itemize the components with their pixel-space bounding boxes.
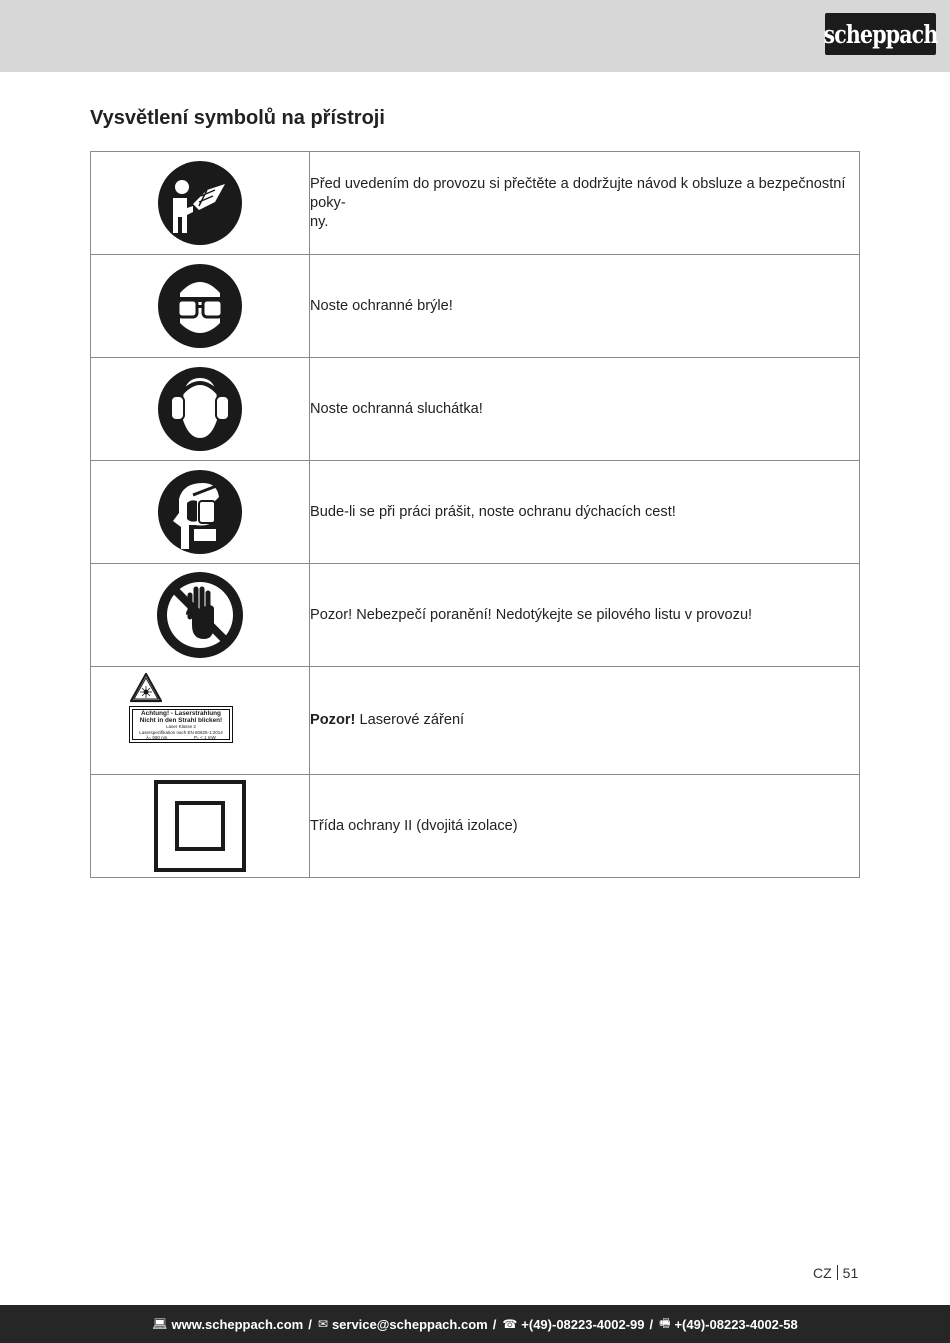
table-row	[91, 667, 860, 775]
no-hands-icon	[156, 571, 244, 659]
footer-bar: 💻︎ www.scheppach.com / ✉︎ service@scheppach.com / ☎︎ +(49)-08223-4002-99 / 🖷︎ +(49)-08223-4002-58	[0, 1305, 950, 1343]
description-text: Před uvedením do provozu si přečtěte a dodržujte návod k obsluze a bezpečnostní poky- ny.	[310, 152, 860, 255]
footer-fax: 🖷︎ +(49)-08223-4002-58	[659, 1314, 798, 1335]
laser-label: Achtung! - Laserstrahlung Nicht in den Strahl blicken! Laser Klasse 2 Laserspezifikation nach EN 60825-1:2014 λ= 650 nm P₀ < 1 mW	[129, 706, 233, 743]
double-insulation-icon	[154, 780, 246, 872]
fax-icon: 🖷︎	[659, 1315, 671, 1330]
header-bar	[0, 0, 950, 72]
description-text: Třída ochrany II (dvojitá izolace)	[310, 775, 860, 878]
table-row	[91, 358, 860, 461]
table-row	[91, 564, 860, 667]
description-text: Noste ochranná sluchátka!	[310, 358, 860, 461]
footer-email[interactable]: ✉︎ service@scheppach.com	[317, 1316, 488, 1332]
safety-glasses-icon	[157, 263, 243, 349]
page-title: Vysvětlení symbolů na přístroji	[90, 107, 385, 129]
envelope-icon: ✉︎	[317, 1317, 328, 1331]
footer-phone[interactable]: ☎︎ +(49)-08223-4002-99	[502, 1316, 645, 1332]
table-row	[91, 152, 860, 255]
computer-icon: 💻︎	[152, 1317, 168, 1331]
laser-warning-icon	[129, 672, 163, 703]
table-row	[91, 255, 860, 358]
description-text: Pozor! Nebezpečí poranění! Nedotýkejte se pilového listu v provozu!	[310, 564, 860, 667]
brand-logo: scheppach	[825, 13, 936, 55]
respirator-mask-icon	[157, 469, 243, 555]
footer-web[interactable]: 💻︎ www.scheppach.com	[152, 1316, 304, 1332]
table-row	[91, 775, 860, 878]
page-number: CZ 51	[813, 1265, 859, 1281]
table-row	[91, 461, 860, 564]
ear-protection-icon	[157, 366, 243, 452]
description-text: Bude-li se při práci prášit, noste ochranu dýchacích cest!	[310, 461, 860, 564]
phone-icon: ☎︎	[502, 1317, 518, 1331]
read-manual-icon	[157, 160, 243, 246]
description-text: Pozor! Laserové záření	[310, 667, 860, 775]
symbols-table	[90, 151, 860, 878]
description-text: Noste ochranné brýle!	[310, 255, 860, 358]
